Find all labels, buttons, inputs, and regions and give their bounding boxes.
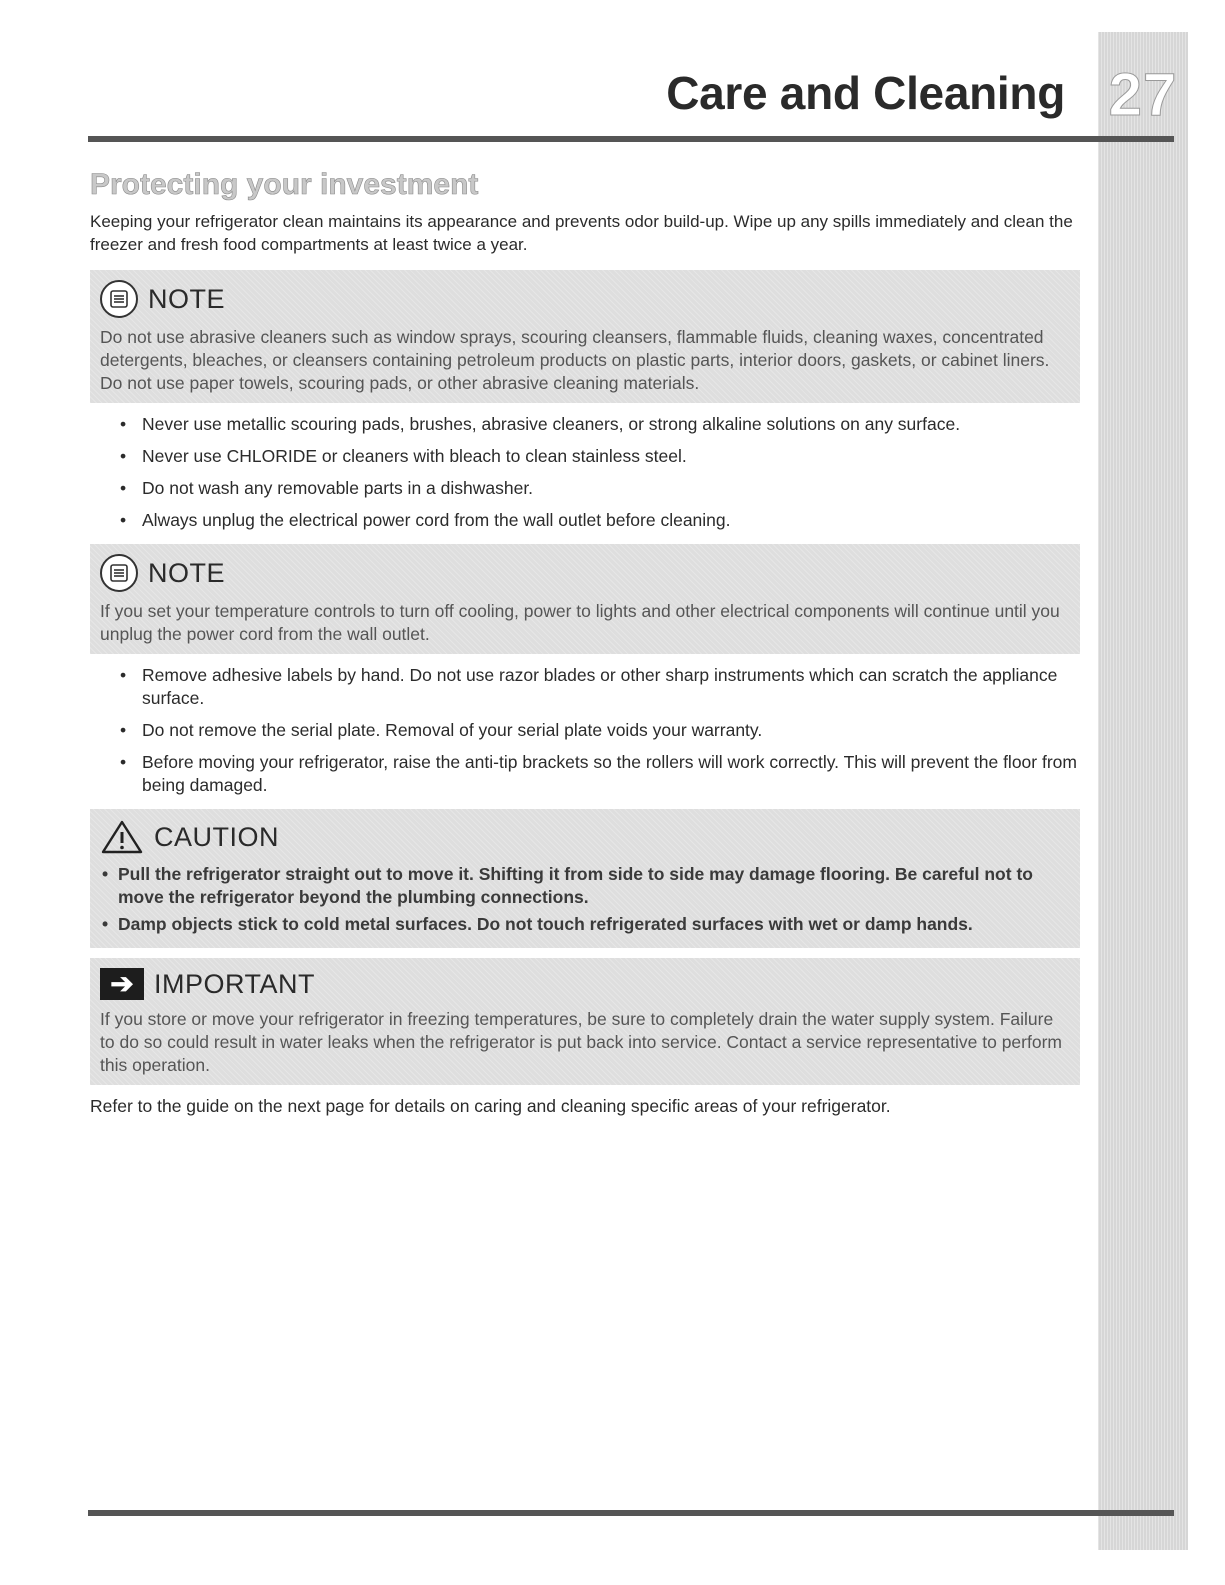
page-content [90,168,1080,1118]
note-header [100,554,1070,592]
section-title: Protecting your investment [90,168,479,201]
note-header [100,280,1070,318]
caution-box [90,809,1080,948]
footer-rule [88,1510,1174,1516]
list-item: • Do not remove the serial plate. Removal of your serial plate voids your warranty. [142,719,1080,742]
list-item: • Never use CHLORIDE or cleaners with bleach to clean stainless steel. [142,445,1080,468]
note-icon [100,554,138,592]
important-box [90,958,1080,1085]
note-text: If you set your temperature controls to turn off cooling, power to lights and other electrical components will continue until you unplug the power cord from the wall outlet. [100,601,1060,644]
note-box-1 [90,270,1080,403]
list-item: • Damp objects stick to cold metal surfaces. Do not touch refrigerated surfaces with wet or damp hands. [100,913,1070,936]
warning-triangle-icon [100,819,144,855]
arrow-right-icon: ➔ [100,968,144,1000]
list-item: • Pull the refrigerator straight out to move it. Shifting it from side to side may damage flooring. Be careful not to move the refrigerator beyond the plumbing connections. [100,863,1070,909]
closing-paragraph: Refer to the guide on the next page for details on caring and cleaning specific areas of your refrigerator. [90,1096,891,1116]
important-label: IMPORTANT [154,968,316,999]
side-strip [1098,32,1188,1550]
caution-label: CAUTION [154,821,279,852]
note-text: Do not use abrasive cleaners such as window sprays, scouring cleansers, flammable fluids, cleaning waxes, concentrated detergents, bleaches, or cleansers containing petroleum products on plastic parts, interior doors, gaskets, or cabinet liners. Do not use paper towels, scouring pads, or other abrasive cleaning materials. [100,327,1050,393]
bullet-list-1 [90,413,1080,532]
list-item: • Do not wash any removable parts in a dishwasher. [142,477,1080,500]
page-number: 27 [1108,61,1178,128]
note-label: NOTE [148,283,226,314]
bullet-list-2 [90,664,1080,797]
note-box-2 [90,544,1080,654]
caution-header [100,819,1070,855]
important-header [100,968,1070,1000]
caution-list [100,863,1070,936]
list-item: • Never use metallic scouring pads, brushes, abrasive cleaners, or strong alkaline solutions on any surface. [142,413,1080,436]
note-label: NOTE [148,557,226,588]
intro-paragraph: Keeping your refrigerator clean maintains its appearance and prevents odor build-up. Wipe up any spills immediately and clean the freezer and fresh food compartments at least twice a year. [90,212,1073,254]
list-item: • Remove adhesive labels by hand. Do not use razor blades or other sharp instruments which can scratch the appliance surface. [142,664,1080,710]
list-item: • Before moving your refrigerator, raise the anti-tip brackets so the rollers will work correctly. This will prevent the floor from being damaged. [142,751,1080,797]
note-icon [100,280,138,318]
header-rule [88,136,1174,142]
page-title: Care and Cleaning [666,67,1065,119]
important-text: If you store or move your refrigerator in freezing temperatures, be sure to completely drain the water supply system. Failure to do so could result in water leaks when the refrigerator is put back into service. Contact a service representative to perform this operation. [100,1009,1062,1075]
list-item: • Always unplug the electrical power cord from the wall outlet before cleaning. [142,509,1080,532]
